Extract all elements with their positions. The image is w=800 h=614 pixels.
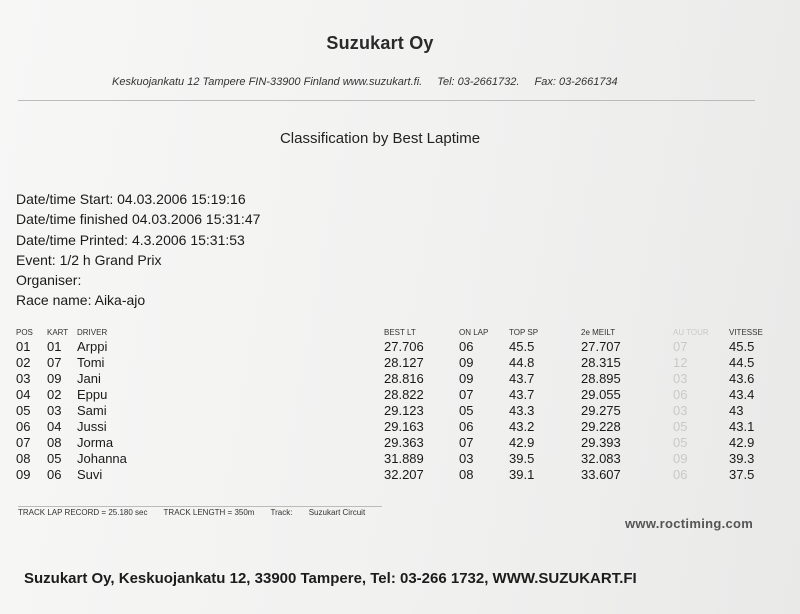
company-name: Suzukart Oy [326,33,434,53]
address-text: Keskuojankatu 12 Tampere FIN-33900 Finland www.suzukart.fi. [112,76,423,88]
cell-vitesse: 39.3 [729,450,755,466]
cell-top-sp: 43.3 [509,402,535,418]
table-header-row [16,326,769,338]
cell-pos: 08 [16,450,31,466]
table-row [16,338,769,354]
info-race-name: Race name: Aika-ajo [16,292,146,309]
table-row [16,354,769,370]
cell-2e-meilt: 29.055 [581,386,621,402]
cell-au-tour: 03 [673,370,688,386]
cell-on-lap: 07 [459,386,474,402]
cell-on-lap: 05 [459,402,474,418]
cell-vitesse: 43.1 [729,418,755,434]
cell-top-sp: 39.5 [509,450,535,466]
cell-vitesse: 43.6 [729,370,755,386]
track-length: TRACK LENGTH = 350m [163,508,255,517]
cell-vitesse: 43.4 [729,386,755,402]
cell-top-sp: 43.7 [509,370,535,386]
col-header-top-sp: TOP SP [509,327,539,337]
col-header-2e-meilt: 2e MEILT [581,327,616,337]
cell-vitesse: 37.5 [729,466,755,482]
info-start: Date/time Start: 04.03.2006 15:19:16 [16,191,246,207]
track-name: Suzukart Circuit [308,508,366,517]
cell-2e-meilt: 33.607 [581,466,621,482]
cell-top-sp: 42.9 [509,434,535,450]
cell-vitesse: 43 [729,402,744,418]
cell-driver: Arppi [77,338,108,354]
table-row [16,434,769,450]
cell-vitesse: 44.5 [729,354,755,370]
cell-driver: Jussi [77,418,107,434]
address-line [112,76,630,88]
cell-au-tour: 09 [673,450,688,466]
cell-top-sp: 44.8 [509,354,535,370]
cell-au-tour: 05 [673,434,688,450]
footer-line: Suzukart Oy, Keskuojankatu 12, 33900 Tampere, Tel: 03-266 1732, WWW.SUZUKART.FI [24,570,637,587]
cell-2e-meilt: 28.895 [581,370,621,386]
results-table [16,326,769,482]
cell-2e-meilt: 32.083 [581,450,621,466]
cell-best-lt: 28.822 [384,386,424,402]
table-row [16,450,769,466]
cell-on-lap: 09 [459,370,474,386]
cell-au-tour: 06 [673,466,688,482]
cell-best-lt: 29.363 [384,434,424,450]
cell-2e-meilt: 29.275 [581,402,621,418]
cell-top-sp: 43.7 [509,386,535,402]
cell-top-sp: 43.2 [509,418,535,434]
cell-au-tour: 05 [673,418,688,434]
track-divider [18,506,382,507]
cell-vitesse: 42.9 [729,434,755,450]
cell-kart: 01 [47,338,62,354]
cell-driver: Jani [77,370,101,386]
cell-2e-meilt: 29.393 [581,434,621,450]
table-row [16,370,769,386]
cell-vitesse: 45.5 [729,338,755,354]
timing-website: www.roctiming.com [625,516,754,531]
cell-on-lap: 06 [459,338,474,354]
info-printed: Date/time Printed: 4.3.2006 15:31:53 [16,231,245,248]
col-header-kart: KART [47,327,69,337]
race-info [16,189,260,311]
cell-pos: 07 [16,434,31,450]
track-label: Track: [270,508,293,517]
cell-kart: 08 [47,434,62,450]
cell-driver: Jorma [77,434,114,450]
cell-best-lt: 32.207 [384,466,424,482]
table-row [16,402,769,418]
cell-pos: 05 [16,402,31,418]
cell-pos: 04 [16,386,31,402]
cell-driver: Johanna [77,450,127,466]
cell-on-lap: 03 [459,450,474,466]
col-header-pos: POS [16,327,33,337]
tel-text: Tel: 03-2661732. [437,76,520,88]
cell-on-lap: 09 [459,354,474,370]
col-header-vitesse: VITESSE [729,327,763,337]
cell-best-lt: 29.123 [384,402,424,418]
cell-best-lt: 29.163 [384,418,424,434]
cell-kart: 06 [47,466,62,482]
table-row [16,466,769,482]
cell-pos: 02 [16,354,31,370]
cell-top-sp: 45.5 [509,338,535,354]
track-info [18,508,379,517]
cell-kart: 07 [47,354,62,370]
cell-au-tour: 07 [673,338,688,354]
cell-2e-meilt: 27.707 [581,338,621,354]
fax-text: Fax: 03-2661734 [534,76,618,88]
cell-pos: 09 [16,466,31,482]
cell-driver: Eppu [77,386,108,402]
table-row [16,418,769,434]
col-header-au-tour: AU TOUR [673,327,709,337]
cell-kart: 09 [47,370,62,386]
cell-on-lap: 06 [459,418,474,434]
cell-au-tour: 12 [673,354,688,370]
cell-best-lt: 31.889 [384,450,424,466]
report-title: Classification by Best Laptime [279,130,481,147]
track-lap-record: TRACK LAP RECORD = 25.180 sec [18,508,148,517]
cell-au-tour: 03 [673,402,688,418]
cell-2e-meilt: 28.315 [581,354,621,370]
cell-best-lt: 27.706 [384,338,424,354]
info-finished: Date/time finished 04.03.2006 15:31:47 [16,211,261,228]
cell-on-lap: 08 [459,466,474,482]
cell-kart: 03 [47,402,62,418]
col-header-on-lap: ON LAP [459,327,489,337]
cell-best-lt: 28.816 [384,370,424,386]
info-event: Event: 1/2 h Grand Prix [16,251,162,268]
header-divider [18,100,755,101]
col-header-best-lt: BEST LT [384,327,416,337]
cell-kart: 05 [47,450,62,466]
cell-kart: 02 [47,386,62,402]
info-organiser: Organiser: [16,272,82,289]
cell-pos: 03 [16,370,31,386]
col-header-driver: DRIVER [77,327,108,337]
cell-top-sp: 39.1 [509,466,535,482]
cell-driver: Suvi [77,466,103,482]
cell-pos: 01 [16,338,31,354]
cell-on-lap: 07 [459,434,474,450]
cell-driver: Sami [77,402,107,418]
table-row [16,386,769,402]
cell-au-tour: 06 [673,386,688,402]
cell-kart: 04 [47,418,62,434]
cell-driver: Tomi [77,354,105,370]
cell-pos: 06 [16,418,31,434]
cell-best-lt: 28.127 [384,354,424,370]
cell-2e-meilt: 29.228 [581,418,621,434]
